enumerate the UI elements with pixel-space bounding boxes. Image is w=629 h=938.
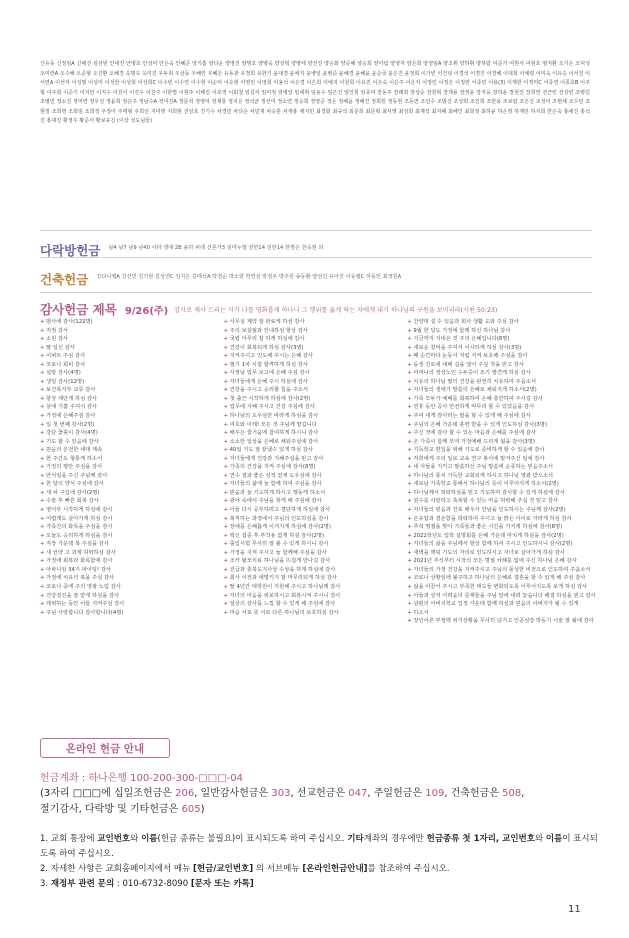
thanks-item: + 딸 4년간 대학원이 지원해 주시고 하나님께 감사 — [224, 583, 408, 592]
note-text: : 010-6732-8090 — [114, 879, 191, 889]
thanks-item: + 딸 일신 감사 — [40, 344, 224, 353]
thanks-item: + 믿음과 늘 기도하게 하시고 행동케 하소서 — [224, 489, 408, 498]
thanks-item: + 가족간의 화목을 주심을 감사 — [40, 523, 224, 532]
thanks-item: + 지금까지 지내온 것 주의 은혜입니다(8명) — [407, 335, 596, 344]
thanks-item: + 가족 모두가 예배를 회복하여 은혜 충만하여 주시길 감사 — [407, 395, 596, 404]
thanks-item: + 마음 서로 뜻 서로 다른 하나님의 보호하심 감사 — [224, 609, 408, 618]
thanks-item: + 직장 가운데 복 주심을 감사 — [40, 540, 224, 549]
note-text: 1. 교회 통장에 — [40, 834, 98, 844]
thanks-item: + 저희에게 주의 일로 교육 연구 봉사에 맡겨주신 일에 감사 — [407, 455, 596, 464]
thanks-item: + 자녀들에게 건강과 지혜주심을 믿고 감사 — [224, 455, 408, 464]
code-sunday: 109 — [425, 788, 445, 799]
thanks-item: + 자녀들의 가정 건강을 지켜주시고 주님의 풍성한 비전으로 인도하여 주옵소서 — [407, 566, 596, 575]
thanks-item: + 직정 감사 — [40, 327, 224, 336]
thanks-item: + 항상 제단게 하심 감사 — [40, 395, 224, 404]
thanks-item: + 가정의 평안 주심을 감사 — [40, 463, 224, 472]
thanks-item: + 일 첫 번째 감사(2명) — [40, 421, 224, 430]
thanks-item: + 필기 1차 시험 합격하게 하심 감사 — [224, 361, 408, 370]
thanks-item: + 보건복지부 교류 감사 — [40, 386, 224, 395]
thanks-item: + 업무에 지혜 주시고 건강 주심에 감사 — [224, 403, 408, 412]
thanks-item: + 연휴 동안 공사 안전하게 마무리 할 수 있었음을 감사 — [407, 403, 596, 412]
dalan-offering-names: 남4 남7 남9 남40 사라 생애 2B 솔라 피테 신혼가3 임마누엘 전한14 전한14 한명은 한숙현 외 — [108, 245, 324, 251]
thanks-item: + 건강이 회복되게 하심 감사(3명) — [224, 344, 408, 353]
thanks-item: + 사무실 계약 잘 완료케 하심 감사 — [224, 318, 408, 327]
thanks-item: + 자녀들의 삶을 주님께서 항상 함께 하여 주시고 인도하시니 감사(2명) — [407, 540, 596, 549]
note-bold: [헌금/교인번호] — [193, 864, 254, 874]
thanks-item: + 가정에 은혜주심 감사 — [40, 412, 224, 421]
thanks-item: + 장인어른 부정맥 위기상황을 무사히 넘기고 인공심장 박동기 시술 잘 될에 감사 — [407, 617, 596, 626]
thanks-item: + 동생 진로에 대해 길을 열어 주실 것을 믿고 감사 — [407, 361, 596, 370]
code-tithe: 206 — [175, 788, 195, 799]
note-bold: [문자 또는 카톡] — [190, 879, 254, 889]
thanks-item: + 배우는 즐거움에 참여하게 하시니 감사 — [224, 429, 408, 438]
thanks-column-2 — [224, 318, 408, 626]
note-text: 와 — [534, 834, 546, 844]
divider — [40, 292, 592, 293]
thanks-item: + 광야 속에서 주님을 찾게 해 주심에 감사 — [224, 497, 408, 506]
thanks-item: + 안식일을 주신 주님께 감사 — [40, 472, 224, 481]
thanks-column-1 — [40, 318, 224, 626]
thanks-item: + 하나님의 통치 가득한 교회되게 하시고 하나님 영광 받으소서 — [407, 472, 596, 481]
note-bold: 이름 — [141, 834, 158, 844]
thanks-item: + 일상의 감사를 느낄 할 수 있게 해 주심에 감사 — [224, 600, 408, 609]
building-offering-names: 강다니엘A 강선민 김기현 김성연C 김지은 김태석A 박경순 박소향 박연실 박정우 박주원 송동환 양선진 유아진 이동필C 자동민 최정원A — [96, 274, 402, 280]
thanks-item: + 남편의 아버지학교 입정 가운데 함께 하심과 믿음의 아버지가 될 수 있게 — [407, 600, 596, 609]
thanks-offering-header — [40, 300, 592, 318]
thanks-item: + 원수를 사랑하고 축복할 수 있는 마음 허락해 주실 것 믿고 감사 — [407, 497, 596, 506]
code-building: 508 — [502, 788, 522, 799]
thanks-item: + 생일 감사(12명) — [40, 378, 224, 387]
thanks-item: + 삶을 이끌어 주시고 부족한 태도들 변화되도록 이루어지도록 보게 하심 감사 — [407, 583, 596, 592]
codes-text: ) — [200, 804, 205, 815]
thanks-item: + 가족의 건강을 지켜 주심에 감사(8명) — [224, 463, 408, 472]
thanks-item: + 주여 내게 감사라는 말을 할 수 있게 해 주심에 감사 — [407, 412, 596, 421]
thanks-item: + 가정에 치유의 복을 주심 감사 — [40, 574, 224, 583]
code-mission: 047 — [348, 788, 368, 799]
thanks-item: + 출입시험 무사히 잘 볼 수 있게 하시니 감사 — [224, 540, 408, 549]
thanks-item: + 지켜주시고 인도해 주시는 은혜 감사 — [224, 352, 408, 361]
offering-account: 헌금계좌 : 하나은행 100-200-300-□□□-04 — [40, 773, 243, 784]
code-seasonal: 605 — [181, 804, 201, 815]
thanks-offering-verse: 감사로 제사 드리는 자가 나를 영화롭게 하나니 그 행위를 옳게 하는 자에게 내가 하나님의 구원을 보이리라(시편 50:23) — [174, 306, 498, 314]
thanks-item: + 치유의 하나님 딸의 건강을 완전히 치유하여 주옵소서 — [407, 378, 596, 387]
note-bold: 헌금종류 첫 1자리, 교인번호 — [426, 834, 535, 844]
note-text: 이 표시되도록 하여 주십시오. — [40, 834, 598, 859]
thanks-item: + 온 가족이 함께 모여 가정예배 드리게 됨을 감사(3명) — [407, 438, 596, 447]
thanks-item: + 심방 감사(4명) — [40, 369, 224, 378]
thanks-item: + 사정님 업무 보고에 은혜 주심 감사 — [224, 369, 408, 378]
thanks-item: + 백신 접종 후 부작용 없게 하심 감사(2명) — [224, 532, 408, 541]
page-number: 11 — [568, 904, 581, 915]
thanks-item: + 자녀들의 삶에 늘 함께 하여 주심을 감사 — [224, 480, 408, 489]
thanks-item: + 40일 기도 잘 끝냈수 있게 하심 감사 — [224, 446, 408, 455]
thanks-item: + 하나님의 도우심만 바라게 하심을 감사 — [224, 412, 408, 421]
note-text: 3. — [40, 879, 51, 889]
note-bold: 기타 — [347, 834, 364, 844]
thanks-item: + 가정을 지켜 주시고 늘 함께해 주심을 감사 — [224, 549, 408, 558]
thanks-item: + 자녀들에게 은혜 주시 하심에 감사 — [224, 378, 408, 387]
codes-text: (3자리 — [40, 788, 73, 799]
thanks-item: + 믿음의 온전한 세대 계속 — [40, 446, 224, 455]
thanks-item: + 아들 다시 공부하려고 결단하게 하심에 감사 — [224, 506, 408, 515]
code-general-thanks: 303 — [271, 788, 291, 799]
thanks-item: + 회사 이전과 애벌키지 잘 마무리되게 하심 감사 — [224, 574, 408, 583]
codes-text: 절기감사, 다락방 및 기타헌금은 — [40, 804, 182, 815]
thanks-columns — [40, 318, 596, 626]
note-text: (헌금 종류는 불필요)이 표시되도록 하여 주십시오. — [157, 834, 348, 844]
thanks-item: + 가정에 회복과 화목함에 감사 — [40, 557, 224, 566]
note-1 — [40, 832, 600, 862]
thanks-item: + 한 달의 양식 주심에 감사 — [40, 480, 224, 489]
dalan-offering-title: 다락방헌금 — [40, 243, 101, 258]
codes-text: , 일반감사헌금은 — [194, 788, 272, 799]
thanks-item: + 기도 할 수 있음에 감사 — [40, 438, 224, 447]
note-bold: 이름 — [545, 834, 563, 844]
offering-codes-line-2 — [40, 802, 600, 817]
thanks-item: + 주신 것에 감사 할 수 있는 마음과 은혜를 주심에 감사 — [407, 429, 596, 438]
thanks-item: + 아들과 상처 어려움의 문제들을 주님 앞에 내려 놓습니다 해결 하심을 믿고 감사 — [407, 592, 596, 601]
thanks-item: + 장애를 은혜롭게 이겨지게 하심에 감사(2명) — [224, 523, 408, 532]
thanks-item: + 2022학년도 입학 설명회를 은혜 가운데 마치게 하심을 감사(2명) — [407, 532, 596, 541]
thanks-item: + 자녀의 마음을 위로하시고 회복시켜 주시니 감사 — [224, 592, 408, 601]
thanks-item: + 주님 사랑합니다 감사합니다(4명) — [40, 609, 224, 618]
building-offering-section — [40, 270, 592, 288]
thanks-item: + 레위하는 동안 이들 지켜주심 감사 — [40, 600, 224, 609]
thanks-item: + 영어부 시작하게 하심에 감사 — [40, 506, 224, 515]
thanks-item: + 강단 꽃꽂이 감사(4명) — [40, 429, 224, 438]
thanks-item: + 기독학교 편입을 위해 기도로 준비하게 할 수 있음에 감사 — [407, 446, 596, 455]
thanks-item: + 찬양대 설 수 있음과 회사 생활 도와 주심 감사 — [407, 318, 596, 327]
thanks-item: + 코로나 상황임에 불구하고 하나님의 은혜로 결혼을 할 수 있게 해 주심 감사 — [407, 574, 596, 583]
thanks-item: + 소소한 일상을 은혜로 채워주심에 감사 — [224, 438, 408, 447]
note-bold: 교인번호 — [97, 834, 131, 844]
thanks-item: + 국립 아무리 잘 하게 하심에 감사 — [224, 335, 408, 344]
thanks-item: + 건강검진을 잘 받게 하심을 감사 — [40, 592, 224, 601]
note-text: 2. 자세한 사항은 교회홈페이지에서 메뉴 — [40, 864, 193, 874]
thanks-item: + 새 언약 고 과제 허락하심 감사 — [40, 549, 224, 558]
codes-box: □□□ — [72, 788, 102, 799]
thanks-offering-title: 감사헌금 제목 — [40, 302, 117, 317]
thanks-item: + 새로운 창막을 주셔서 이사하게 하심 감사(3명) — [407, 344, 596, 353]
donor-names-block: 신유동 신정임A 신해진 심선빈 안대진 안명호 안성미 안은숙 안혜준 양기흠 양다운 양명진 양명호 양병욱 양상혁 양병태 양선진 양승화 양승혜 양승희 양아림 양영자 양은희 양정임A 양조휘 양하휘 양하람 여준기 여현서 여현호 염지환 오기은 오덕성 오미란A 오수해 오준형 오진환 오혜경 옥명옥 옥미진 우두희 우상동 우해린 우혜은 유동관 유정희 유한기 윤대경 윤에지 윤병일 윤병준 윤혜경 윤혜윤 윤순국 윤은진 윤정희 이가빈 이건녕 이경석 이경진 이경혜 이대희 이예령 이미옥 이유승 이서진 이서연A 이선자 이성범 이성미 이성한 이성희 이성희C 이수빈 이수연 이수현 이순덕 이승현 이영민 이영희 이용석 이은경 이은희 이예지 이원희 이유진 이은숙 이은주 이은지 이정민 이정은 이정란 이종민 이용(3) 이재한 이정미C 이종연 이종호B 이주형 이주희 이준기 이지민 이지수 이진이 이진우 이찬주 이한별 이현주 이해진 이호영 이회철 임길자 임미정 임병일 임세혁 임용수 임은진 임인희 임종덕 장동주 장래희 장상순 장원혁 장재용 장정윤 장지웅 장하윤 장현진 장희연 전근빈 전상빈 조병길 조병민 정소진 정미연 정우성 정윤희 정은주 정남수A 정덕진A 정문석 정영덕 정재룡 정지은 정석균 정선미 정소연 정승희 정영준 정은 정혜윤 정혜진 정희원 정동현 조동연 조민수 조범진 조상희 조진희 조한용 조보람 조은진 조성미 조현채 조수민 조현정 조희영 조희임 조희정 주정아 주태형 주희선 지미영 지희현 진상호 진기수 차경민 차다은 차민재 차승훈 차재홍 채지민 최경화 최규석 최문희 최문혁 최서영 최성희 최재석 최지혜 최혜인 최희정 최하윤 하은영 하재민 하지희 한은숙 홍예진 홍석진 홍대진 황정우 황준서 황보유진 (이상 성도님들) — [40, 61, 590, 124]
thanks-item: + 이퍼트 주심 감사 — [40, 352, 224, 361]
thanks-column-3 — [407, 318, 596, 626]
thanks-offering-date: 9/26(주) — [124, 305, 169, 317]
thanks-item: + 한 주간도 형통케 하소서 — [40, 455, 224, 464]
offering-codes-line — [40, 786, 600, 801]
codes-text: 에 십일조헌금은 — [101, 788, 176, 799]
codes-text: , — [521, 788, 525, 799]
thanks-item: + 추석 명절을 맞아 가족들과 좋은 시간을 가지게 하심에 감사(8명) — [407, 523, 596, 532]
thanks-item: + 조카 탈모치료 하나님을 뜨겁게 만나길 감사 — [224, 557, 408, 566]
thanks-item: + 첫 출근 시작하게 하심에 감사(2명) — [224, 395, 408, 404]
thanks-item: + 연수 결과 좋은 성적 얻게 도우심에 감사 — [224, 472, 408, 481]
thanks-item: + 오늘도 승리하게 하심을 감사 — [40, 532, 224, 541]
thanks-item: + 네 아들을 지키고 말씀하신 주님 말씀에 순종하는 믿음주소서 — [407, 463, 596, 472]
thanks-item: + 주의 보살핌과 인내하심 항상 감사 — [224, 327, 408, 336]
note-text: 계좌의 경우에만 — [363, 834, 427, 844]
thanks-item: + 온유함과 겸손함을 허락하여 주시고 늘 밝은 아이로 자라게 하심 감사 — [407, 515, 596, 524]
offering-notes — [40, 832, 600, 892]
thanks-item: + 9월 한 달도 가정에 함께 하신 하나님 감사 — [407, 327, 596, 336]
thanks-item: + 자녀들의 생애가 말씀의 은혜로 채워지게 하소서(2명) — [407, 386, 596, 395]
thanks-item: + 소원 감사 — [40, 335, 224, 344]
thanks-item: + 수술 후 빠른 회복 감사 — [40, 497, 224, 506]
note-text: 와 — [130, 834, 142, 844]
thanks-item: + 코로나 회피 감사 — [40, 361, 224, 370]
thanks-item: + 새로남 가족학교 통해서 하나님의 뜻이 이루어지게 하소서(2명) — [407, 480, 596, 489]
online-offering-label: 온라인 헌금 안내 — [40, 738, 170, 758]
thanks-item: + 코로나 중에 주의 영광 노림 감사 — [40, 583, 224, 592]
thanks-item: + 아파니임 34기 파이팅! 감사 — [40, 566, 224, 575]
thanks-item: + 하소서 — [407, 609, 596, 618]
note-2 — [40, 862, 600, 877]
thanks-item: + 살에 기쁨 주셔서 감사 — [40, 403, 224, 412]
thanks-item: + 어렵게도 살아가게 하심 감사 — [40, 515, 224, 524]
thanks-item: + 새 차 구입에 감사(2명) — [40, 489, 224, 498]
codes-text: , 주일헌금은 — [367, 788, 426, 799]
thanks-item: + 진급과 충북도지사상 수상을 하게 하심에 감사 — [224, 566, 408, 575]
thanks-item: + 여호와 이레! 모든 것 주님께 맡깁니다 — [224, 421, 408, 430]
note-bold: [온라인헌금안내] — [302, 864, 368, 874]
note-3 — [40, 877, 600, 892]
divider — [40, 230, 592, 231]
thanks-item: + 자녀들의 믿음과 진로 배우자 만남을 인도하시는 주님께 감사(2명) — [407, 506, 596, 515]
building-offering-title: 건축헌금 — [40, 272, 89, 287]
codes-text: , 선교헌금은 — [290, 788, 349, 799]
note-bold: 재정부 관련 문의 — [50, 879, 115, 889]
thanks-item: + 하나님께서 허락하심을 믿고 기도하며 감사할 수 있게 하심에 감사 — [407, 489, 596, 498]
note-text: 의 서브메뉴 — [253, 864, 303, 874]
thanks-item: + 건강을 주시고 승리할 힘을 주소서 — [224, 386, 408, 395]
thanks-item: + 복직하는 과정에서 주님의 인도하심을 감사 — [224, 515, 408, 524]
thanks-item: + 범사에 감사(122명) — [40, 318, 224, 327]
thanks-item: + 새벽을 깨워 기도의 자리로 인도하시고 자녀로 살아가게 하심 감사 — [407, 549, 596, 558]
note-text: 를 참조하여 주십시오. — [367, 864, 450, 874]
thanks-item: + 어머니의 정상노인 수두증이 조기 발견케 하심 감사 — [407, 369, 596, 378]
thanks-item: + 때 순간마다 눈동자 처럼 지켜 보호해 주심을 감사 — [407, 352, 596, 361]
thanks-item: + 주님의 은혜 가운데 훈련 받을 수 있게 인도하심 감사(3명) — [407, 421, 596, 430]
thanks-item: + 2021년 추석부터 시작의 모든 명절 차례를 없애 주신 하나님 은혜 감사 — [407, 557, 596, 566]
codes-text: , 건축헌금은 — [444, 788, 503, 799]
divider — [40, 257, 592, 258]
